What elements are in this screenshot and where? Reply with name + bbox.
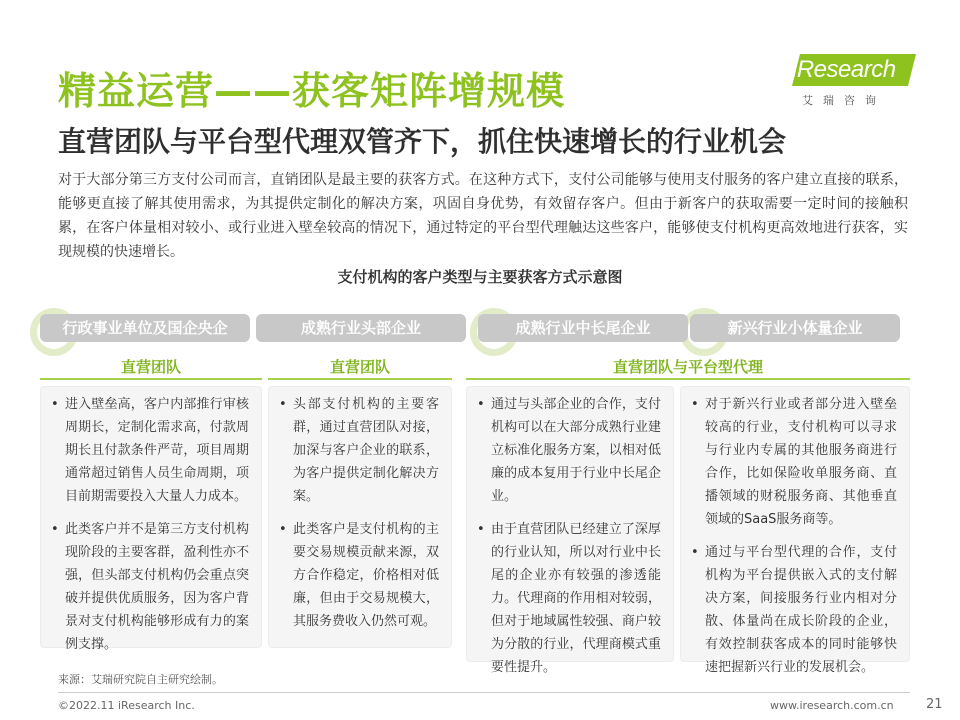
category-card-4 bbox=[680, 386, 910, 675]
category-card-1 bbox=[40, 386, 262, 652]
intro-paragraph: 对于大部分第三方支付公司而言，直销团队是最主要的获客方式。在这种方式下，支付公司能够与使用支付服务的客户建立直接的联系，能够更直接了解其使用需求，为其提供定制化的解决方案，巩固自身优势，有效留存客户。但由于新客户的获取需要一定时间的接触积累，在客户体量相对较小、或行业进入壁垒较高的情况下，通过特定的平台型代理触达这些客户，能够使支付机构更高效地进行获客，实现规模的快速增长。 bbox=[58, 172, 908, 260]
card-bullet: • 此类客户并不是第三方支付机构现阶段的主要客群，盈利性亦不强，但头部支付机构仍会重点突破并提供优质服务，因为客户背景对支付机构能够形成有力的案例支撑。 bbox=[49, 518, 249, 656]
acquisition-label-direct-platform: 直营团队与平台型代理 bbox=[612, 358, 763, 376]
acquisition-label-direct-1: 直营团队 bbox=[120, 358, 181, 376]
source-note: 来源：艾瑞研究院自主研究绘制。 bbox=[58, 673, 223, 686]
iresearch-logo bbox=[782, 54, 912, 110]
card-bullet: • 通过与平台型代理的合作，支付机构为平台提供嵌入式的支付解决方案，间接服务行业内相对分散、体量尚在成长阶段的企业，有效控制获客成本的同时能够快速把握新兴行业的发展机会。 bbox=[689, 541, 897, 679]
card-bullet: • 进入壁垒高，客户内部推行审核周期长，定制化需求高，付款周期长且付款条件严苛，项目周期通常超过销售人员生命周期，项目前期需要投入大量人力成本。 bbox=[49, 393, 249, 508]
category-card-3 bbox=[466, 386, 674, 675]
logo-subtext: 艾瑞咨询 bbox=[802, 94, 886, 107]
logo-text: iResearch bbox=[792, 56, 896, 83]
card-bullet: • 头部支付机构的主要客群，通过直营团队对接，加深与客户企业的联系，为客户提供定制化解决方案。 bbox=[277, 393, 439, 508]
site-link[interactable]: www.iresearch.com.cn bbox=[770, 699, 894, 712]
footer-divider bbox=[58, 692, 910, 693]
card-bullet: • 此类客户是支付机构的主要交易规模贡献来源，双方合作稳定，价格相对低廉，但由于交易规模大，其服务费收入仍然可观。 bbox=[277, 518, 439, 633]
acquisition-underline bbox=[466, 378, 910, 380]
page-subtitle: 直营团队与平台型代理双管齐下，抓住快速增长的行业机会 bbox=[58, 125, 787, 158]
diagram-title: 支付机构的客户类型与主要获客方式示意图 bbox=[337, 268, 623, 286]
category-emerging-small: 新兴行业小体量企业 bbox=[690, 314, 900, 342]
acquisition-label-direct-2: 直营团队 bbox=[329, 358, 390, 376]
category-government-soe: 行政事业单位及国企央企 bbox=[40, 314, 250, 342]
category-card-2 bbox=[268, 386, 452, 648]
acquisition-underline bbox=[40, 378, 262, 380]
category-mature-head: 成熟行业头部企业 bbox=[256, 314, 466, 342]
acquisition-underline bbox=[268, 378, 452, 380]
card-bullet: • 由于直营团队已经建立了深厚的行业认知，所以对行业中长尾的企业亦有较强的渗透能力。代理商的作用相对较弱，但对于地域属性较强、商户较为分散的行业，代理商模式重要性提升。 bbox=[475, 518, 661, 679]
page-title: 精益运营——获客矩阵增规模 bbox=[58, 69, 566, 113]
card-bullet: • 对于新兴行业或者部分进入壁垒较高的行业，支付机构可以寻求与行业内专属的其他服务商进行合作，比如保险收单服务商、直播领域的财税服务商、其他垂直领域的SaaS服务商等。 bbox=[689, 393, 897, 531]
card-bullet: • 通过与头部企业的合作，支付机构可以在大部分成熟行业建立标准化服务方案，以相对低廉的成本复用于行业中长尾企业。 bbox=[475, 393, 661, 508]
copyright: ©2022.11 iResearch Inc. bbox=[58, 699, 195, 712]
page-number: 21 bbox=[926, 697, 943, 712]
category-mature-longtail: 成熟行业中长尾企业 bbox=[478, 314, 688, 342]
